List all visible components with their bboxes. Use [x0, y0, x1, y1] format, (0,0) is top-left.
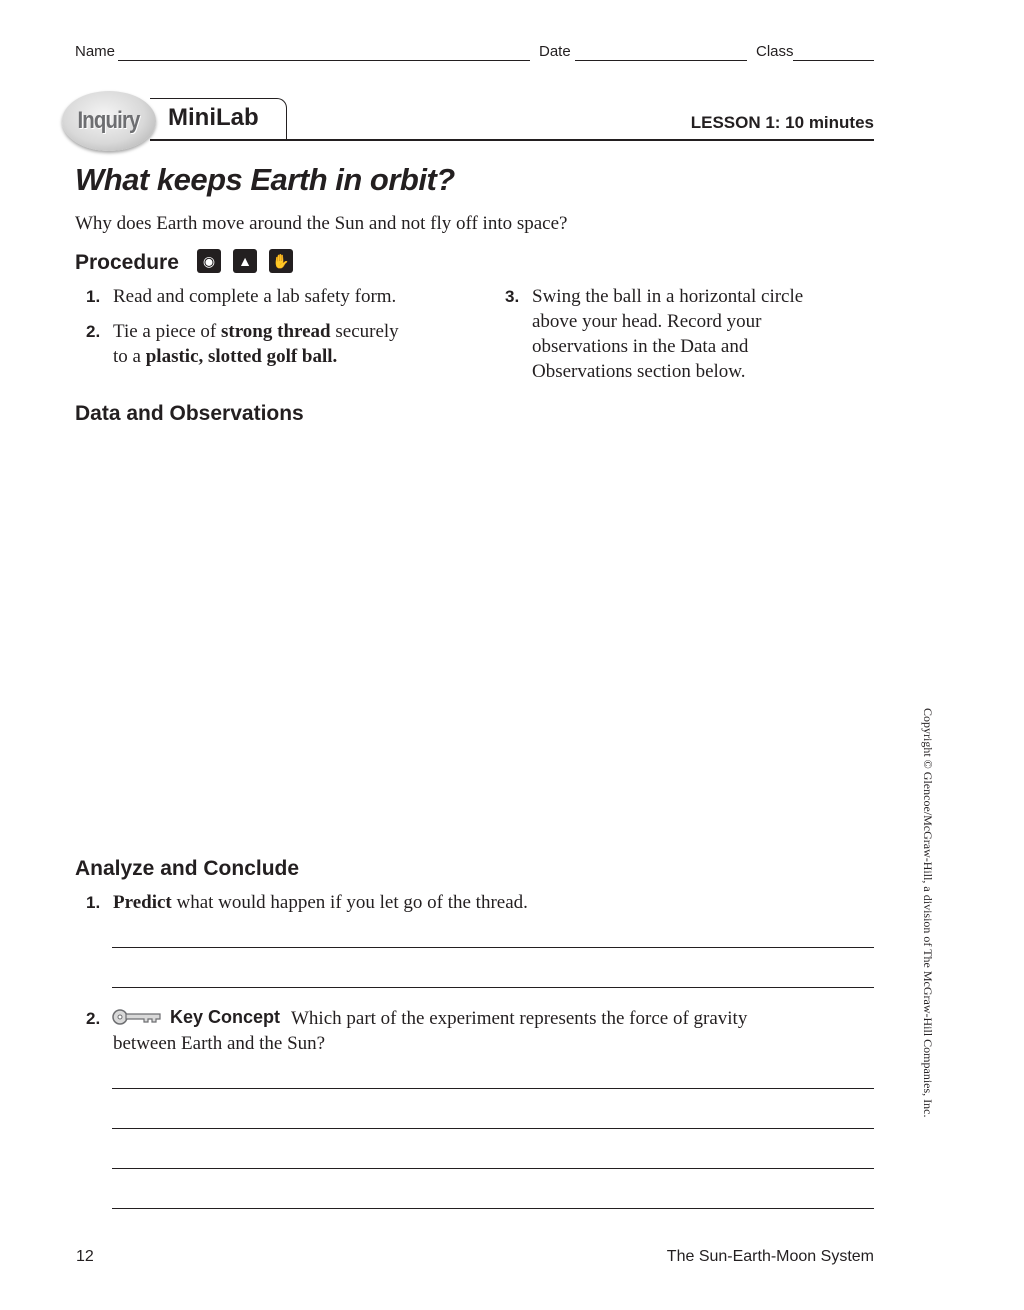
step-number: 1. [86, 287, 101, 306]
minilab-label: MiniLab [168, 104, 259, 131]
key-icon [112, 1007, 162, 1027]
analyze-conclude-heading: Analyze and Conclude [75, 857, 300, 880]
step-number: 2. [86, 322, 101, 341]
inquiry-badge-text: Inquiry [77, 107, 141, 134]
name-label: Name [75, 43, 116, 60]
answer-line[interactable] [112, 1168, 874, 1169]
safety-icons [197, 249, 293, 273]
procedure-step-1 [75, 284, 475, 310]
step-text: Read and complete a lab safety form. [113, 286, 397, 307]
class-label: Class [756, 43, 794, 60]
name-field-line[interactable] [118, 60, 530, 61]
question-text [113, 890, 528, 915]
hand-wash-icon: ✋ [269, 249, 293, 273]
clothing-protection-icon: ▲ [233, 249, 257, 273]
question-text: between Earth and the Sun? [113, 1033, 326, 1054]
analyze-question-1 [75, 890, 875, 916]
procedure-step-3 [494, 284, 874, 388]
procedure-heading: Procedure [75, 251, 179, 274]
step-text-line: Swing the ball in a horizontal circle [532, 286, 804, 307]
data-observations-area[interactable] [75, 440, 875, 840]
analyze-question-2-number [75, 1006, 115, 1032]
step-text-part: securely [330, 321, 399, 342]
step-text-line: Observations section below. [532, 361, 746, 382]
date-label: Date [539, 43, 571, 60]
step-text [532, 284, 803, 384]
lesson-duration: LESSON 1: 10 minutes [690, 113, 874, 132]
banner-rule [150, 139, 874, 141]
copyright-notice: Copyright © Glencoe/McGraw-Hill, a division of The McGraw-Hill Companies, Inc. [921, 708, 935, 1118]
step-text-line: observations in the Data and [532, 336, 749, 357]
step-text-bold: plastic, slotted golf ball. [145, 346, 338, 367]
answer-line[interactable] [112, 1088, 874, 1089]
procedure-step-2 [75, 319, 475, 371]
step-text-part: Tie a piece of [113, 321, 221, 342]
goggles-icon: ◉ [197, 249, 221, 273]
question-number: 2. [86, 1009, 101, 1028]
step-text-bold: strong thread [221, 321, 331, 342]
chapter-title: The Sun-Earth-Moon System [666, 1248, 874, 1265]
step-text [113, 319, 399, 369]
answer-line[interactable] [112, 1208, 874, 1209]
question-text-part: what would happen if you let go of the thread. [171, 892, 528, 913]
page-title: What keeps Earth in orbit? [75, 162, 455, 197]
inquiry-badge [62, 91, 156, 151]
step-number: 3. [505, 287, 520, 306]
date-field-line[interactable] [575, 60, 747, 61]
page-number: 12 [76, 1248, 94, 1265]
step-text-line: above your head. Record your [532, 311, 762, 332]
step-text-part: to a [113, 346, 146, 367]
question-bold: Predict [113, 892, 172, 913]
answer-line[interactable] [112, 947, 874, 948]
class-field-line[interactable] [793, 60, 874, 61]
answer-line[interactable] [112, 1128, 874, 1129]
question-number: 1. [86, 893, 101, 912]
lab-question: Why does Earth move around the Sun and not fly off into space? [75, 213, 568, 234]
data-observations-heading: Data and Observations [75, 402, 304, 425]
answer-line[interactable] [112, 987, 874, 988]
key-concept-label: Key Concept [170, 1007, 281, 1027]
question-text: Which part of the experiment represents the force of gravity [291, 1008, 748, 1029]
